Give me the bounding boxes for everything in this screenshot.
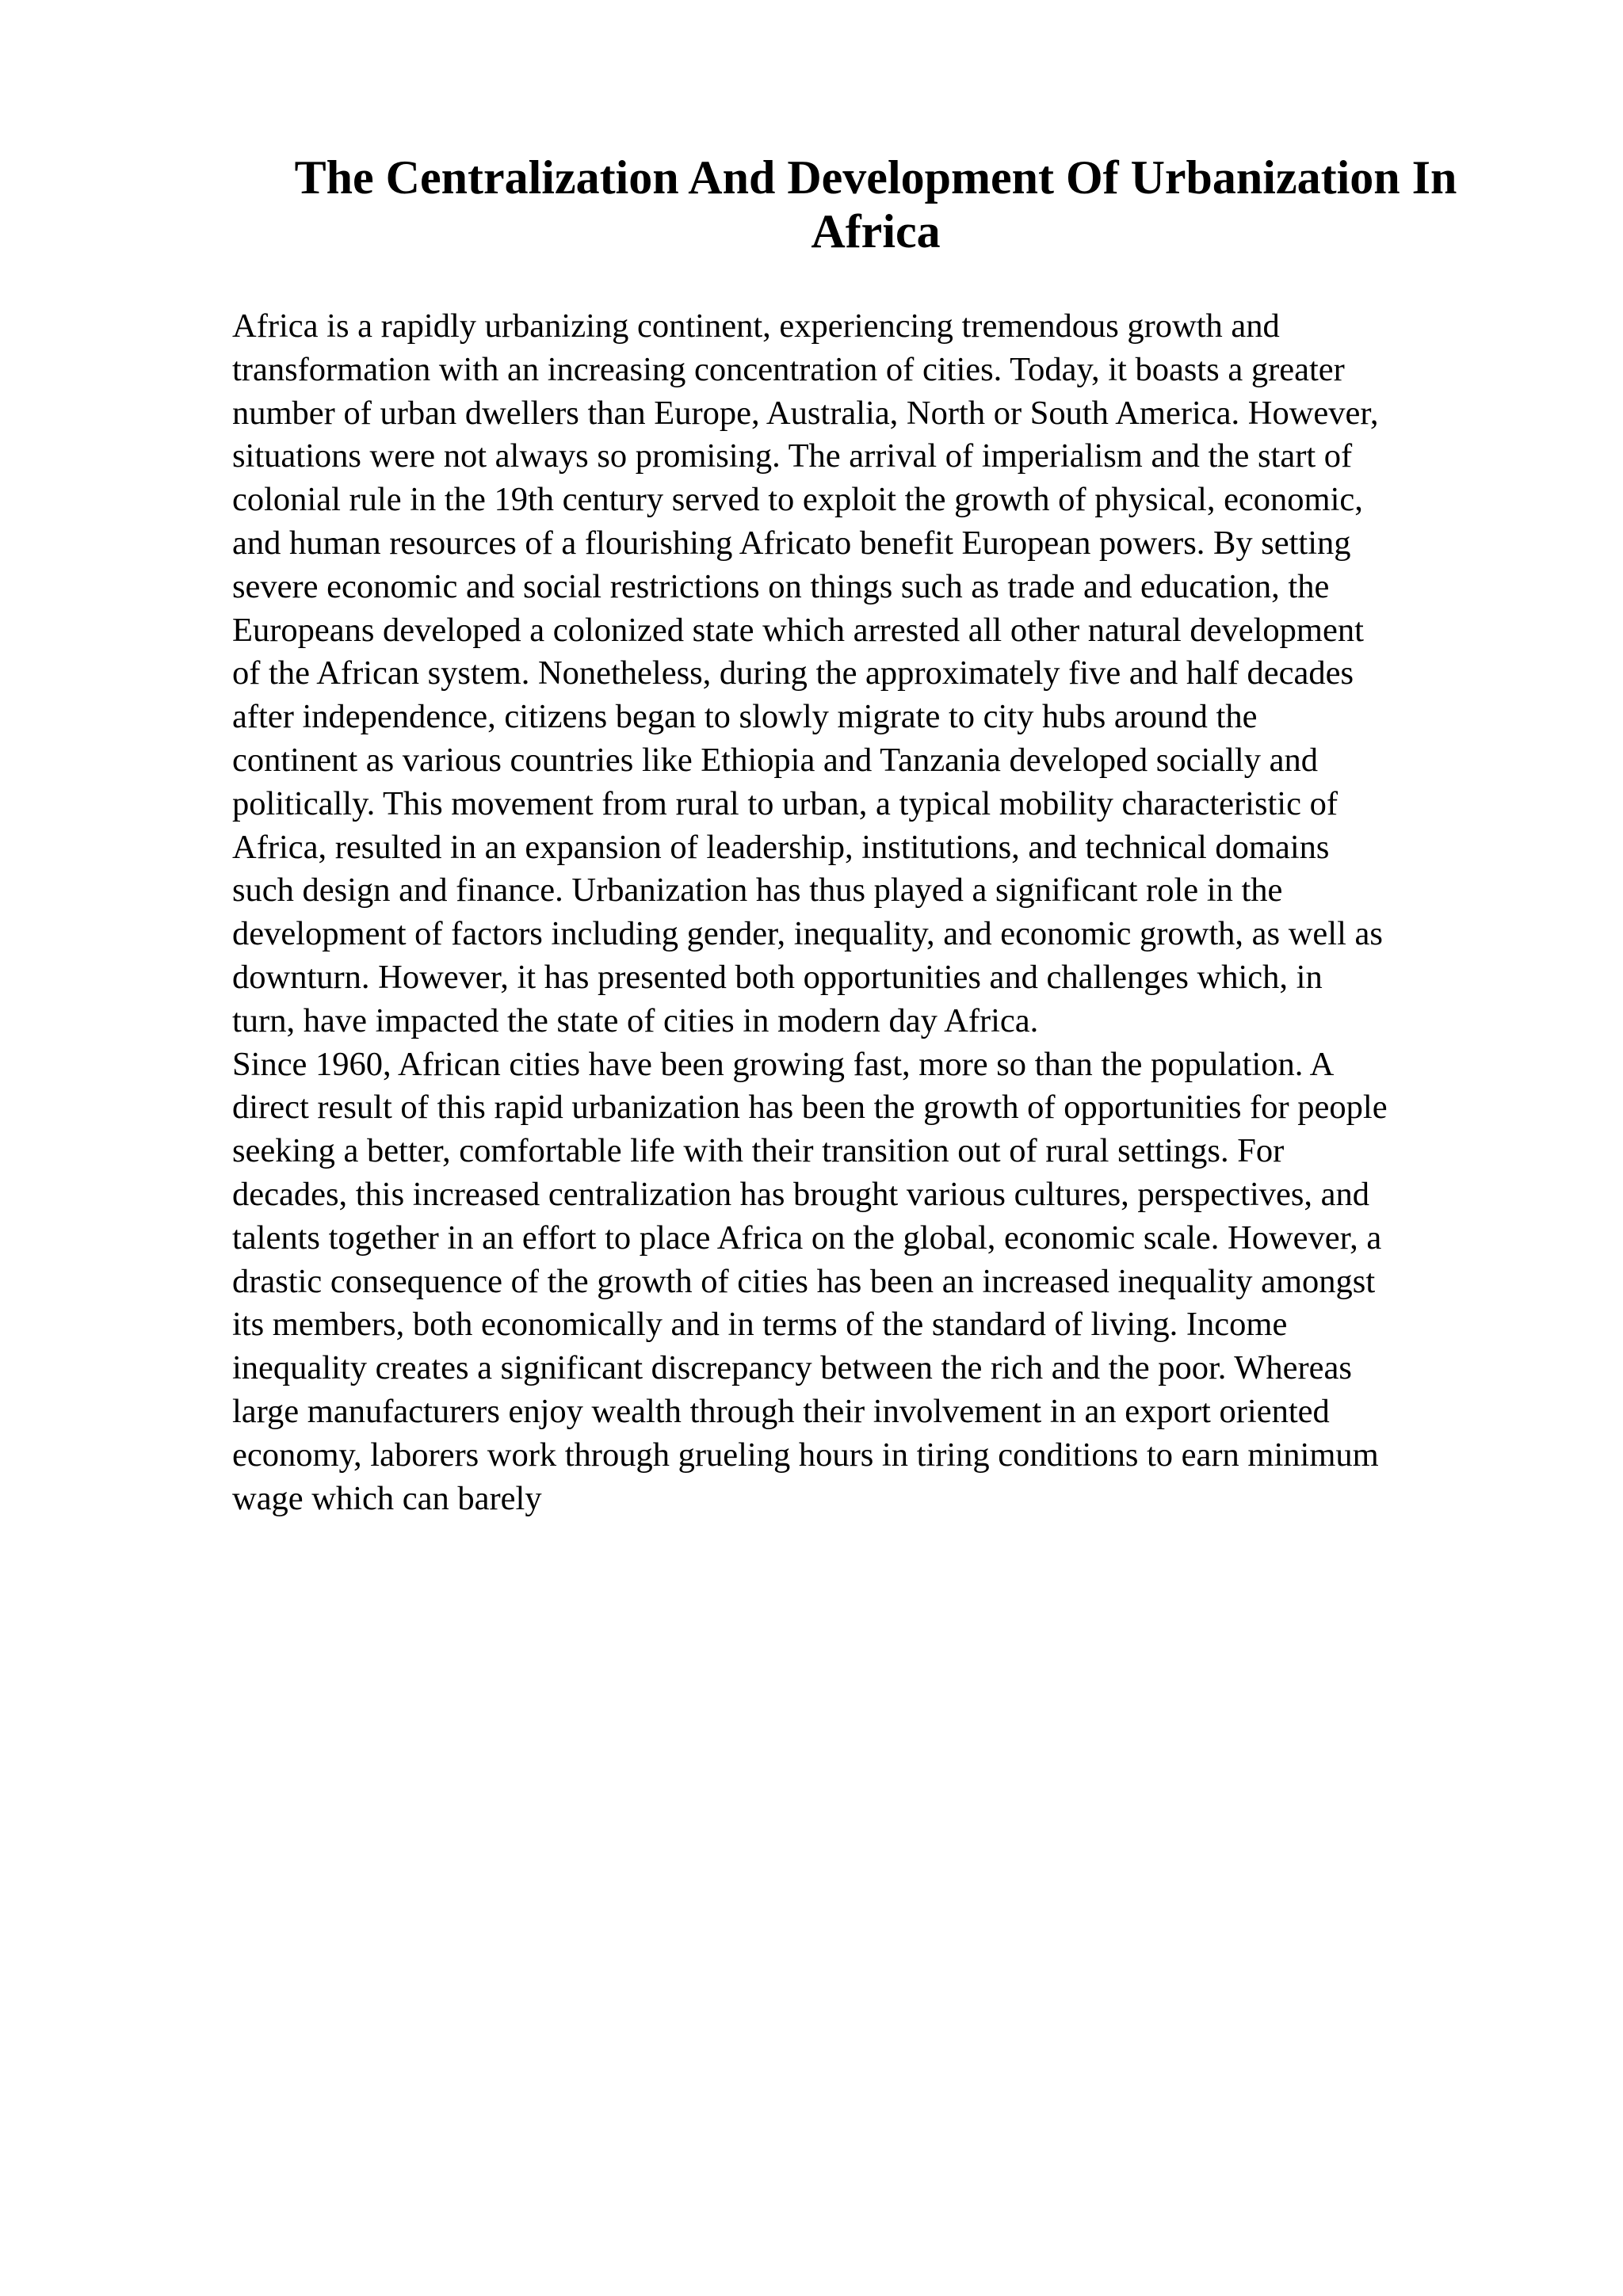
body-line: decades, this increased centralization has brought various cultures, perspectives, and <box>232 1175 1370 1213</box>
body-line: after independence, citizens began to slowly migrate to city hubs around the <box>232 698 1258 736</box>
body-line: large manufacturers enjoy wealth through their involvement in an export oriented <box>232 1392 1330 1430</box>
body-line: its members, both economically and in terms of the standard of living. Income <box>232 1306 1288 1344</box>
body-line: economy, laborers work through grueling hours in tiring conditions to earn minimum <box>232 1436 1379 1474</box>
body-line: drastic consequence of the growth of cities has been an increased inequality amongst <box>232 1262 1376 1300</box>
body-line: seeking a better, comfortable life with their transition out of rural settings. For <box>232 1132 1285 1170</box>
body-line: situations were not always so promising. The arrival of imperialism and the start of <box>232 437 1353 475</box>
body-line: continent as various countries like Ethiopia and Tanzania developed socially and <box>232 741 1318 779</box>
body-line: colonial rule in the 19th century served to exploit the growth of physical, economic, <box>232 481 1363 519</box>
body-line: Europeans developed a colonized state which arrested all other natural development <box>232 611 1364 649</box>
body-line: talents together in an effort to place Africa on the global, economic scale. However, a <box>232 1219 1382 1257</box>
body-line: wage which can barely <box>232 1479 542 1517</box>
body-line: politically. This movement from rural to urban, a typical mobility characteristic of <box>232 784 1338 822</box>
body-line: development of factors including gender, inequality, and economic growth, as well as <box>232 915 1383 953</box>
body-line: inequality creates a significant discrepancy between the rich and the poor. Whereas <box>232 1349 1352 1387</box>
body-line: number of urban dwellers than Europe, Australia, North or South America. However, <box>232 394 1379 432</box>
body-line: Africa is a rapidly urbanizing continent, experiencing tremendous growth and <box>232 307 1280 345</box>
body-line: turn, have impacted the state of cities in modern day Africa. <box>232 1001 1039 1039</box>
body-line: and human resources of a flourishing Africato benefit European powers. By setting <box>232 524 1351 562</box>
document-body <box>232 305 1516 1520</box>
body-line: of the African system. Nonetheless, during the approximately five and half decades <box>232 654 1354 692</box>
body-line: severe economic and social restrictions on things such as trade and education, the <box>232 567 1330 605</box>
body-line: direct result of this rapid urbanization has been the growth of opportunities for people <box>232 1089 1388 1127</box>
body-line: downturn. However, it has presented both opportunities and challenges which, in <box>232 958 1323 996</box>
body-line: Since 1960, African cities have been growing fast, more so than the population. A <box>232 1045 1335 1083</box>
body-line: transformation with an increasing concentration of cities. Today, it boasts a greater <box>232 350 1345 388</box>
body-line: such design and finance. Urbanization has thus played a significant role in the <box>232 871 1283 910</box>
document-title <box>230 151 1522 258</box>
body-line: Africa, resulted in an expansion of leadership, institutions, and technical domains <box>232 828 1330 866</box>
document-title-line: Africa <box>811 205 941 257</box>
document-title-line: The Centralization And Development Of Urbanization In <box>294 151 1457 204</box>
